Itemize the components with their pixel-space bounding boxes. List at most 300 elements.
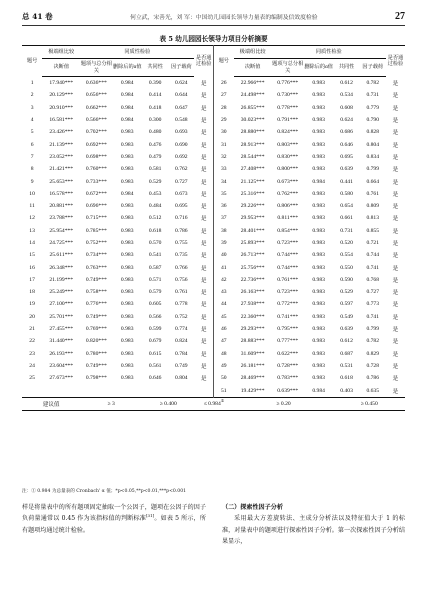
table-row — [22, 188, 405, 200]
running-title: 何立武，宋善光，刘 军：中国幼儿园园长领导力量表的编制及信效度检验 — [130, 14, 318, 21]
factor-loading: 0.635 — [366, 387, 380, 394]
retain-flag: 是 — [194, 298, 213, 310]
item-number: 1 — [30, 79, 34, 86]
item-number: 40 — [220, 252, 227, 259]
item-number: 5 — [30, 129, 34, 136]
alpha-deleted: 0.983 — [312, 313, 325, 320]
criteria-item-total — [142, 397, 194, 410]
table-body — [22, 77, 405, 411]
item-total-r: 0.780*** — [85, 350, 107, 357]
table-row — [22, 348, 405, 360]
communality: 0.541 — [148, 252, 162, 259]
factor-loading: 0.693 — [175, 129, 188, 136]
retain-flag: 是 — [392, 314, 399, 321]
alpha-deleted: 0.983 — [312, 301, 325, 308]
retain-flag: 是 — [194, 151, 213, 163]
communality: 0.618 — [148, 227, 162, 234]
item-total-r: 0.785*** — [85, 227, 107, 234]
alpha-deleted: 0.983 — [120, 129, 134, 136]
communality: 0.479 — [148, 153, 162, 160]
cr-value: 27.673*** — [49, 375, 74, 382]
retain-flag: 是 — [194, 360, 213, 372]
item-number: 24 — [29, 362, 35, 369]
homogeneity-header: 同质性检验 — [272, 46, 386, 59]
communality: 0.731 — [340, 227, 353, 234]
cr-value: 20.881*** — [49, 203, 74, 210]
retain-flag: 是 — [392, 105, 399, 112]
alpha-deleted: 0.983 — [312, 375, 325, 382]
retain-flag: 是 — [392, 241, 399, 247]
cr-header: 决断值 — [42, 59, 80, 77]
table-row — [22, 249, 405, 261]
alpha-deleted: 0.984 — [120, 190, 134, 197]
factor-loading: 0.744 — [366, 252, 380, 259]
item-number: 21 — [29, 326, 35, 333]
retain-flag: 是 — [194, 311, 213, 323]
item-number — [22, 384, 42, 397]
communality-header: 共同性 — [142, 59, 168, 77]
extreme-group-header: 极端组比较 — [234, 46, 272, 59]
running-header — [22, 8, 405, 24]
retain-flag: 是 — [194, 237, 213, 249]
communality: 0.476 — [148, 141, 162, 148]
item-total-r: 0.662*** — [85, 104, 107, 111]
retain-flag: 是 — [392, 228, 399, 235]
factor-loading: 0.786 — [366, 375, 380, 382]
item-total-r: 0.752*** — [85, 240, 107, 246]
item-number: 48 — [220, 350, 227, 357]
cr-value: 27.455*** — [49, 326, 74, 333]
item-number: 10 — [29, 190, 35, 197]
factor-loading: 0.727 — [175, 178, 188, 185]
cr-value: 25.249*** — [49, 289, 74, 296]
cr-value: 21.125*** — [240, 178, 265, 185]
retain-flag: 是 — [194, 102, 213, 114]
alpha-deleted: 0.983 — [312, 276, 325, 283]
factor-loading: 0.782 — [366, 338, 380, 345]
cr-value: 26.193*** — [49, 350, 74, 357]
factor-loading: 0.690 — [175, 141, 188, 148]
criteria-loading-value: ≥ 0.450 — [360, 400, 378, 407]
communality: 0.679 — [148, 338, 162, 345]
factor-loading: 0.721 — [366, 240, 380, 246]
factor-loading: 0.782 — [366, 80, 380, 87]
table-row — [22, 138, 405, 150]
item-total-r: 0.730*** — [277, 92, 299, 99]
item-total-r: 0.698*** — [85, 153, 107, 160]
communality: 0.566 — [148, 313, 162, 320]
factor-loading: 0.786 — [175, 227, 188, 234]
alpha-deleted: 0.983 — [312, 117, 325, 124]
alpha-deleted: 0.984 — [312, 178, 325, 185]
factor-loading: 0.755 — [175, 240, 188, 246]
table-row — [22, 372, 405, 384]
table-row — [22, 261, 405, 273]
criteria-alpha — [194, 397, 233, 410]
item-number: 3 — [30, 104, 34, 111]
cr-value: 20.910*** — [49, 104, 74, 111]
cr-value: 28.401*** — [240, 227, 265, 234]
table-row — [22, 384, 405, 397]
communality: 0.554 — [340, 252, 353, 259]
retain-flag: 是 — [392, 80, 399, 87]
communality: 0.549 — [340, 313, 353, 320]
retain-flag: 是 — [392, 167, 399, 174]
criteria-row — [22, 397, 405, 410]
item-total-r: 0.776*** — [277, 80, 299, 87]
factor-loading: 0.749 — [175, 362, 188, 369]
criteria-loading — [334, 397, 406, 410]
communality: 0.661 — [340, 215, 353, 222]
factor-loading: 0.695 — [175, 203, 188, 210]
item-total-r: 0.744*** — [277, 264, 299, 271]
item-total-r: 0.696*** — [85, 203, 107, 210]
criteria-communality-value: ≥ 0.20 — [276, 400, 291, 407]
factor-loading: 0.731 — [366, 92, 380, 99]
communality: 0.520 — [340, 240, 353, 246]
item-total-r: 0.673*** — [277, 178, 299, 185]
page-number: 27 — [394, 10, 405, 22]
retain-flag: 是 — [392, 265, 399, 272]
retain-flag: 是 — [392, 363, 399, 370]
alpha-deleted: 0.983 — [120, 166, 134, 173]
alpha-deleted: 0.983 — [312, 240, 325, 246]
retain-flag: 是 — [392, 351, 399, 358]
section-heading: （二）探索性因子分析 — [222, 504, 283, 511]
table-row — [22, 274, 405, 286]
cr-value — [42, 384, 80, 397]
alpha-deleted: 0.983 — [120, 301, 134, 308]
factor-loading: 0.762 — [175, 166, 188, 173]
cr-value: 28.544*** — [240, 153, 265, 160]
communality: 0.390 — [148, 80, 162, 87]
factor-loading: 0.834 — [366, 153, 380, 160]
communality: 0.599 — [148, 326, 162, 333]
retain-flag: 是 — [194, 249, 213, 261]
retain-flag: 是 — [392, 302, 399, 309]
item-number: 12 — [29, 215, 35, 222]
factor-loading: 0.741 — [366, 264, 380, 271]
item-total-r: 0.811*** — [277, 215, 299, 222]
item-number: 45 — [220, 313, 227, 320]
item-number: 32 — [220, 153, 227, 160]
right-paragraph: 采用最大方差旋转法、主成分分析法以及特征值大于 1 的标准，对量表中的题项进行探索性因子分析。第一次探索性因子分析结果显示， — [222, 515, 405, 545]
factor-loading: 0.773 — [366, 301, 380, 308]
cr-value: 24.498*** — [240, 92, 265, 99]
table-note: 注：① 0.984 为总量表的 Cronbach' α 值；*p<0.05,**p<0.01,***p<0.001 — [22, 489, 187, 494]
retain-flag: 是 — [392, 290, 399, 297]
alpha-deleted: 0.984 — [312, 387, 325, 394]
alpha-deleted: 0.983 — [312, 190, 325, 197]
alpha-deleted: 0.983 — [120, 178, 134, 185]
factor-loading: 0.548 — [175, 117, 188, 124]
communality: 0.695 — [340, 153, 353, 160]
cr-value: 29.226*** — [240, 203, 265, 210]
item-total-r: 0.758*** — [85, 289, 107, 296]
loading-header: 因子载荷 — [168, 59, 194, 77]
cr-value: 27.938*** — [240, 301, 265, 308]
factor-loading: 0.778 — [175, 301, 188, 308]
retain-flag: 是 — [392, 93, 399, 100]
item-total-r: 0.566*** — [85, 117, 107, 124]
item-total-header: 题项与总分相关 — [272, 59, 304, 77]
item-total-r: 0.783*** — [277, 375, 299, 382]
item-total-r: 0.622*** — [277, 350, 299, 357]
retain-flag: 是 — [194, 200, 213, 212]
cr-value: 21.139*** — [49, 141, 74, 148]
item-total-r: 0.777*** — [277, 338, 299, 345]
item-total-r: 0.734*** — [85, 252, 107, 259]
item-total-r: 0.744*** — [277, 252, 299, 259]
cr-value: 24.725*** — [49, 240, 74, 246]
alpha-deleted: 0.983 — [312, 252, 325, 259]
retain-flag: 是 — [392, 154, 399, 161]
retain-flag: 是 — [194, 188, 213, 200]
table-row — [22, 126, 405, 138]
item-total-r: 0.749*** — [85, 313, 107, 320]
communality: 0.550 — [340, 264, 353, 271]
alpha-deleted: 0.983 — [312, 264, 325, 271]
alpha-deleted: 0.983 — [120, 375, 134, 382]
item-number: 49 — [220, 362, 227, 369]
alpha-deleted: 0.983 — [120, 326, 134, 333]
header-rule — [22, 25, 405, 26]
communality: 0.687 — [340, 350, 353, 357]
communality: 0.480 — [148, 129, 162, 136]
cr-value: 28.883*** — [240, 338, 265, 345]
group-header-row — [22, 46, 405, 59]
item-number: 4 — [30, 117, 34, 124]
item-total-r: 0.728*** — [277, 362, 299, 369]
communality: 0.531 — [340, 362, 353, 369]
retain-header: 是否通过检验 — [386, 46, 405, 77]
cr-value: 27.408*** — [240, 166, 265, 173]
table-row — [22, 175, 405, 187]
factor-loading: 0.673 — [175, 190, 188, 197]
item-number: 28 — [220, 104, 227, 111]
alpha-deleted: 0.983 — [312, 326, 325, 333]
alpha-deleted: 0.983 — [120, 240, 134, 246]
criteria-cr — [80, 397, 142, 410]
alpha-deleted: 0.983 — [312, 203, 325, 210]
item-number: 13 — [29, 227, 35, 234]
cr-value: 30.023*** — [240, 117, 265, 124]
factor-loading: 0.813 — [366, 215, 380, 222]
criteria-alpha-value: ≤ 0.984 — [203, 400, 221, 407]
item-number: 41 — [220, 264, 227, 271]
item-total-r: 0.769*** — [85, 326, 107, 333]
item-total-r: 0.824*** — [277, 129, 299, 136]
factor-loading: 0.761 — [366, 190, 380, 197]
item-number: 23 — [29, 350, 35, 357]
alpha-deleted: 0.983 — [120, 141, 134, 148]
alpha-deleted: 0.983 — [120, 313, 134, 320]
communality: 0.624 — [340, 117, 353, 124]
cr-value: 27.100*** — [49, 301, 74, 308]
cr-value: 19.429*** — [240, 387, 265, 394]
factor-loading: 0.728 — [366, 362, 380, 369]
retain-flag: 是 — [194, 138, 213, 150]
alpha-deleted: 0.983 — [120, 276, 134, 283]
cr-value: 31.440*** — [49, 338, 74, 345]
alpha-deleted: 0.983 — [312, 289, 325, 296]
retain-header: 是否通过检验 — [194, 46, 213, 77]
item-total-r: 0.760*** — [85, 166, 107, 173]
item-total-r: 0.820*** — [85, 338, 107, 345]
item-number: 18 — [29, 289, 35, 296]
item-total-r: 0.749*** — [85, 276, 107, 283]
communality: 0.484 — [148, 203, 162, 210]
homogeneity-header: 同质性检验 — [80, 46, 194, 59]
alpha-deleted: 0.984 — [120, 117, 134, 124]
table-row — [22, 237, 405, 249]
item-number: 36 — [220, 203, 227, 210]
retain-flag: 是 — [194, 372, 213, 384]
item-number: 14 — [29, 240, 35, 246]
alpha-deleted: 0.983 — [120, 264, 134, 271]
item-total-r: 0.741*** — [277, 313, 299, 320]
table-row — [22, 151, 405, 163]
cr-value: 23.604*** — [49, 362, 74, 369]
retain-flag: 是 — [194, 335, 213, 347]
item-total-r: 0.723*** — [277, 240, 299, 246]
item-number: 34 — [220, 178, 227, 185]
cr-value: 16.578*** — [49, 190, 74, 197]
communality: 0.441 — [340, 178, 353, 185]
item-number: 31 — [220, 141, 227, 148]
table-row — [22, 89, 405, 101]
cr-value: 23.052*** — [49, 153, 74, 160]
table-row — [22, 200, 405, 212]
item-total-r: 0.791*** — [277, 117, 299, 124]
item-number: 17 — [29, 276, 35, 283]
retain-flag: 是 — [392, 277, 399, 284]
item-number: 9 — [30, 178, 34, 185]
item-total-r: 0.761*** — [277, 276, 299, 283]
factor-loading: 0.790 — [366, 117, 380, 124]
cr-value: 26.855*** — [240, 104, 265, 111]
cr-value: 26.713*** — [240, 252, 265, 259]
cr-value: 25.611*** — [49, 252, 74, 259]
body-text-right — [222, 502, 405, 547]
journal-volume: 总 41 卷 — [22, 11, 53, 21]
item-number: 27 — [220, 92, 227, 99]
alpha-deleted: 0.983 — [120, 215, 134, 222]
cr-value: 25.893*** — [240, 240, 265, 246]
communality: 0.418 — [148, 104, 162, 111]
criteria-communality — [234, 397, 334, 410]
item-total-r: 0.776*** — [85, 301, 107, 308]
item-number: 7 — [30, 153, 34, 160]
cr-value: 25.701*** — [49, 313, 74, 320]
retain-flag: 是 — [392, 327, 399, 334]
factor-loading: 0.804 — [175, 375, 188, 382]
item-number: 15 — [29, 252, 35, 259]
table-row — [22, 163, 405, 175]
item-total-r: 0.803*** — [277, 141, 299, 148]
cr-value: 17.940*** — [49, 80, 74, 87]
factor-loading: 0.774 — [175, 326, 188, 333]
retain-flag: 是 — [194, 348, 213, 360]
item-total-r: 0.715*** — [85, 215, 107, 222]
communality: 0.639 — [340, 166, 353, 173]
item-number: 44 — [220, 301, 227, 308]
alpha-deleted: 0.983 — [312, 350, 325, 357]
item-number: 16 — [29, 264, 35, 271]
left-paragraph: 样是将量表中的所有题项固定抽取一个公因子，题项在公因子的因子负荷量通常以 0.45 作为该指标值的判断标准 — [22, 504, 206, 523]
retain-flag: 是 — [194, 89, 213, 101]
retain-flag: 是 — [392, 253, 399, 260]
communality: 0.587 — [148, 264, 162, 271]
criteria-item-total-value: ≥ 0.400 — [159, 400, 177, 407]
item-total-r: 0.830*** — [277, 153, 299, 160]
factor-loading: 0.756 — [175, 276, 188, 283]
factor-loading: 0.855 — [366, 227, 380, 234]
communality: 0.534 — [340, 92, 353, 99]
factor-loading — [168, 384, 194, 397]
alpha-deleted-header: 删除后的α值 — [304, 59, 334, 77]
factor-loading: 0.809 — [366, 203, 380, 210]
communality: 0.654 — [340, 203, 353, 210]
cr-value: 20.129*** — [49, 92, 74, 99]
cr-value: 25.756*** — [240, 264, 265, 271]
item-number: 29 — [220, 117, 227, 124]
item-total-r: 0.656*** — [85, 92, 107, 99]
factor-loading: 0.768 — [366, 276, 380, 283]
factor-loading: 0.799 — [366, 166, 380, 173]
alpha-deleted: 0.983 — [312, 92, 325, 99]
item-number: 51 — [220, 387, 227, 394]
extreme-group-header: 极端组比较 — [42, 46, 80, 59]
item-header: 题号 — [22, 46, 42, 77]
criteria-label — [22, 397, 80, 410]
item-number: 20 — [29, 313, 35, 320]
retain-flag: 是 — [194, 175, 213, 187]
communality: 0.618 — [340, 375, 353, 382]
retain-flag: 是 — [392, 130, 399, 137]
communality: 0.581 — [148, 166, 162, 173]
retain-flag: 是 — [194, 77, 213, 90]
factor-loading: 0.761 — [175, 289, 188, 296]
factor-loading: 0.664 — [366, 178, 380, 185]
alpha-deleted: 0.983 — [120, 252, 134, 259]
factor-loading: 0.784 — [175, 350, 188, 357]
communality: 0.686 — [340, 129, 353, 136]
alpha-deleted: 0.983 — [120, 289, 134, 296]
alpha-deleted: 0.983 — [120, 153, 134, 160]
item-total-r: 0.702*** — [85, 129, 107, 136]
cr-value: 26.348*** — [49, 264, 74, 271]
cr-value: 21.421*** — [49, 166, 74, 173]
communality — [142, 384, 168, 397]
item-total-r: 0.762*** — [277, 190, 299, 197]
alpha-deleted: 0.983 — [312, 215, 325, 222]
retain-flag: 是 — [392, 204, 399, 211]
communality: 0.590 — [340, 276, 353, 283]
alpha-deleted: 0.984 — [120, 80, 134, 87]
communality: 0.561 — [148, 362, 162, 369]
factor-loading: 0.824 — [175, 338, 188, 345]
communality: 0.605 — [148, 301, 162, 308]
retain-flag: 是 — [392, 388, 399, 395]
communality-header: 共同性 — [334, 59, 360, 77]
cr-value: 22.736*** — [240, 276, 265, 283]
communality: 0.612 — [340, 80, 353, 87]
cr-value: 28.880*** — [240, 129, 265, 136]
communality: 0.608 — [340, 104, 353, 111]
communality: 0.646 — [340, 141, 353, 148]
retain-flag: 是 — [194, 274, 213, 286]
